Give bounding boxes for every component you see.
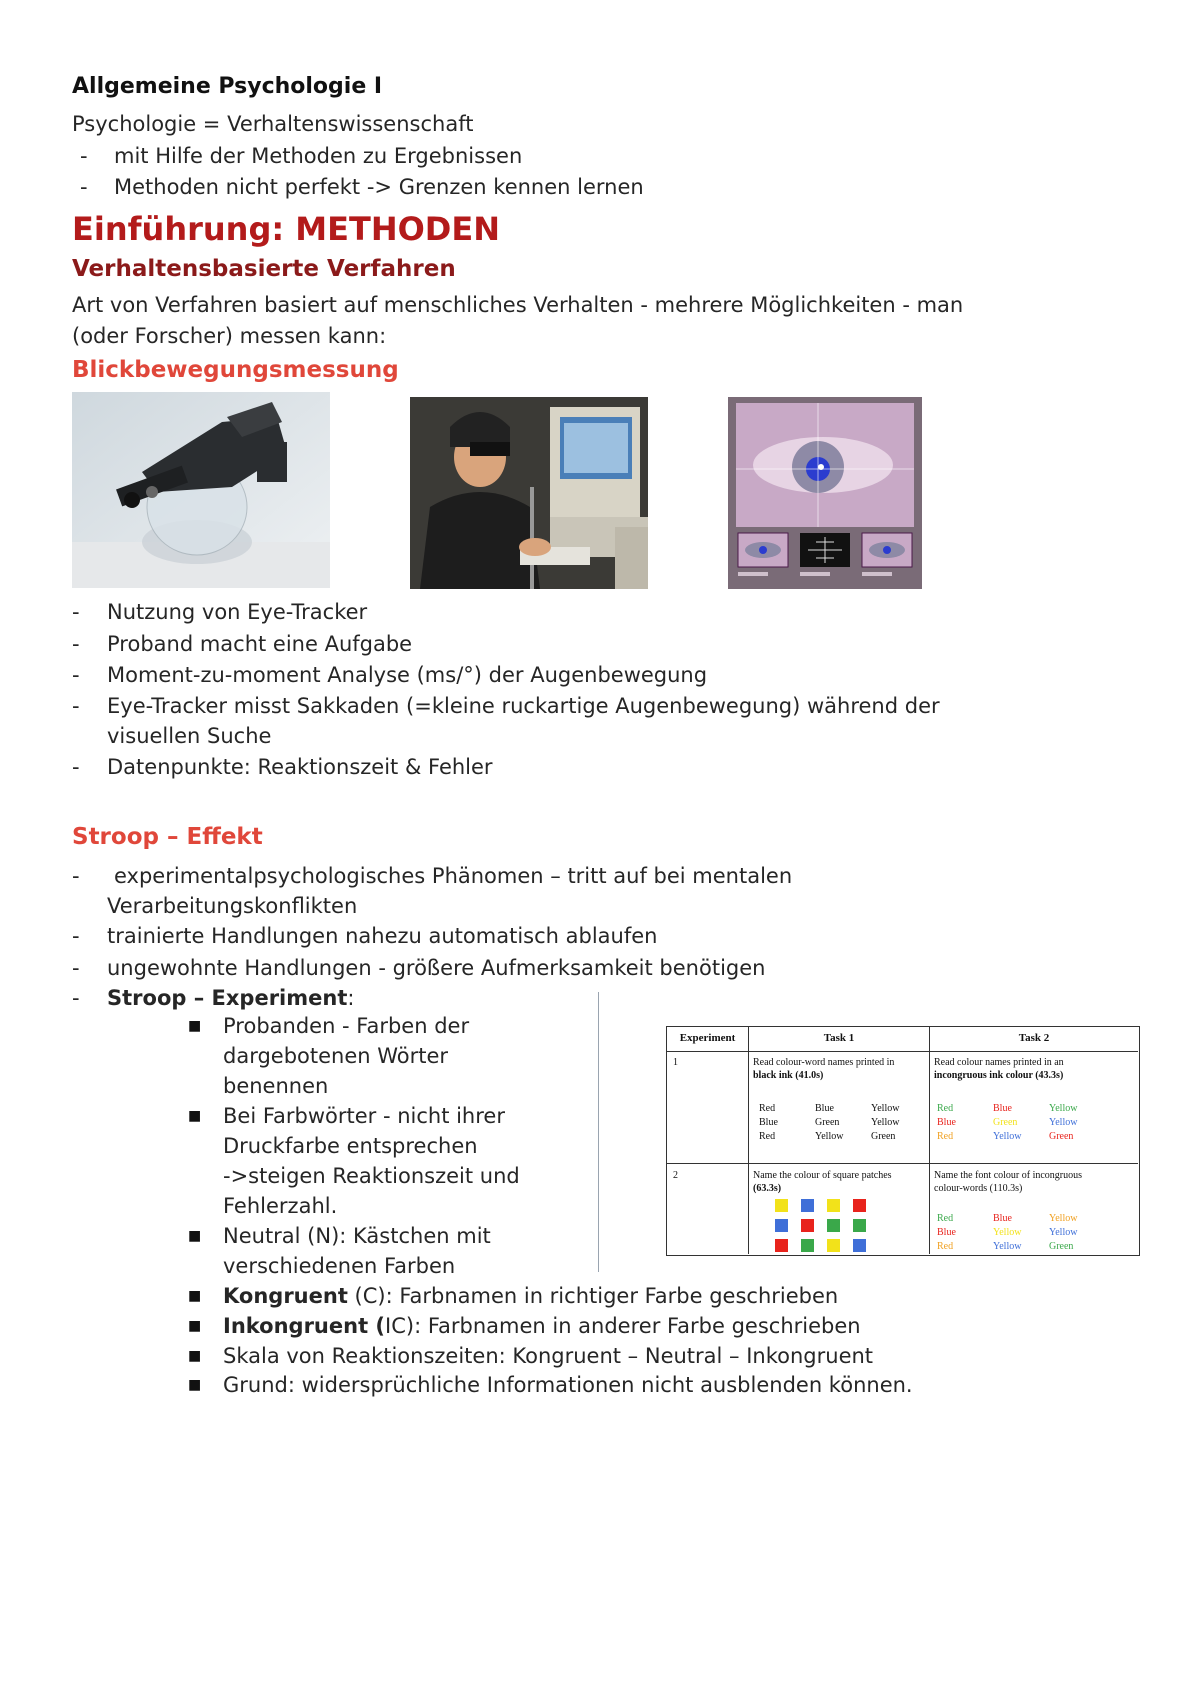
square-bullet: ■ — [188, 1348, 202, 1364]
table-header-experiment: Experiment — [679, 1032, 736, 1044]
stroop-sub-bullet: Fehlerzahl. — [223, 1194, 338, 1218]
table-cell-desc-line: colour-words (110.3s) — [934, 1183, 1023, 1194]
colour-patch — [827, 1219, 840, 1232]
colour-word: Yellow — [1049, 1213, 1078, 1224]
stroop-sub-bullet: verschiedenen Farben — [223, 1254, 456, 1278]
blick-bullet: Eye-Tracker misst Sakkaden (=kleine ruckartige Augenbewegung) während der — [107, 694, 940, 718]
square-bullet: ■ — [188, 1018, 202, 1034]
bullet-dash: - — [72, 864, 80, 888]
blick-bullet: Datenpunkte: Reaktionszeit & Fehler — [107, 755, 493, 779]
bullet-dash: - — [72, 600, 80, 624]
section-heading: Einführung: METHODEN — [72, 210, 500, 248]
colour-word: Green — [871, 1131, 896, 1142]
blick-bullet: Moment-zu-moment Analyse (ms/°) der Augenbewegung — [107, 663, 708, 687]
colour-patch — [827, 1199, 840, 1212]
table-cell-desc-line: Read colour names printed in an — [934, 1057, 1064, 1068]
table-cell-desc — [753, 1169, 892, 1195]
colour-patch — [775, 1199, 788, 1212]
stroop-sub-bullet: Neutral (N): Kästchen mit — [223, 1224, 491, 1248]
inkongruent-text: IC): Farbnamen in anderer Farbe geschrieben — [385, 1314, 861, 1338]
table-cell-desc-line: incongruous ink colour (43.3s) — [934, 1070, 1064, 1081]
intro-line: Psychologie = Verhaltenswissenschaft — [72, 112, 474, 136]
colour-word: Red — [937, 1131, 954, 1142]
table-header-task2: Task 2 — [1018, 1032, 1050, 1044]
colour-word: Yellow — [1049, 1117, 1078, 1128]
blick-heading: Blickbewegungsmessung — [72, 357, 399, 383]
table-cell-desc-line: Name the colour of square patches — [753, 1170, 892, 1181]
table-header-task1: Task 1 — [823, 1032, 855, 1044]
colour-word: Yellow — [871, 1103, 900, 1114]
intro-bullet: Methoden nicht perfekt -> Grenzen kennen lernen — [114, 175, 644, 199]
stroop-experiment-line — [107, 986, 354, 1010]
kongruent-line — [223, 1284, 838, 1308]
eye-camera-view-image — [728, 397, 922, 589]
square-bullet: ■ — [188, 1318, 202, 1334]
table-row-number: 2 — [673, 1170, 678, 1181]
bullet-dash: - — [80, 144, 88, 168]
colour-word: Red — [937, 1213, 954, 1224]
colour-patch — [853, 1219, 866, 1232]
stroop-heading: Stroop – Effekt — [72, 824, 263, 850]
subsection-text: (oder Forscher) messen kann: — [72, 324, 387, 348]
colour-word: Yellow — [993, 1131, 1022, 1142]
column-separator — [598, 992, 599, 1272]
inkongruent-line — [223, 1314, 861, 1338]
table-row-number: 1 — [673, 1057, 678, 1068]
bullet-dash: - — [72, 663, 80, 687]
stroop-bullet: ungewohnte Handlungen - größere Aufmerksamkeit benötigen — [107, 956, 766, 980]
bullet-dash: - — [72, 694, 80, 718]
colour-word: Red — [937, 1103, 954, 1114]
colour-patch — [775, 1239, 788, 1252]
stroop-bullet: trainierte Handlungen nahezu automatisch ablaufen — [107, 924, 658, 948]
stroop-sub-bullet: Druckfarbe entsprechen — [223, 1134, 478, 1158]
square-bullet: ■ — [188, 1377, 202, 1393]
colour-word: Blue — [815, 1103, 834, 1114]
colour-patch — [801, 1239, 814, 1252]
stroop-sub-bullet: dargebotenen Wörter — [223, 1044, 449, 1068]
document-title: Allgemeine Psychologie I — [72, 74, 383, 99]
colour-word: Green — [993, 1117, 1018, 1128]
intro-bullet: mit Hilfe der Methoden zu Ergebnissen — [114, 144, 523, 168]
stroop-experiment-colon: : — [347, 986, 355, 1010]
table-gridline — [667, 1051, 1138, 1052]
colour-word: Yellow — [1049, 1227, 1078, 1238]
stroop-sub-bullet: benennen — [223, 1074, 329, 1098]
colour-word: Yellow — [1049, 1103, 1078, 1114]
colour-word: Blue — [937, 1117, 956, 1128]
colour-word: Red — [937, 1241, 954, 1252]
table-cell-desc — [753, 1056, 894, 1082]
bullet-dash: - — [72, 986, 80, 1010]
colour-patch — [853, 1239, 866, 1252]
bullet-dash: - — [72, 924, 80, 948]
table-gridline — [929, 1027, 930, 1254]
colour-word: Green — [1049, 1241, 1074, 1252]
colour-word: Green — [1049, 1131, 1074, 1142]
blick-bullet: Proband macht eine Aufgabe — [107, 632, 413, 656]
table-gridline — [748, 1027, 749, 1254]
table-cell-desc-line: black ink (41.0s) — [753, 1070, 824, 1081]
colour-patch — [853, 1199, 866, 1212]
colour-word: Yellow — [815, 1131, 844, 1142]
table-cell-desc — [934, 1056, 1064, 1082]
stroop-sub-bullet: Bei Farbwörter - nicht ihrer — [223, 1104, 505, 1128]
kongruent-text: (C): Farbnamen in richtiger Farbe geschrieben — [347, 1284, 839, 1308]
skala-line: Skala von Reaktionszeiten: Kongruent – Neutral – Inkongruent — [223, 1344, 874, 1368]
grund-line: Grund: widersprüchliche Informationen nicht ausblenden können. — [223, 1373, 913, 1397]
inkongruent-label: Inkongruent ( — [223, 1314, 386, 1338]
stroop-sub-bullet: ->steigen Reaktionszeit und — [223, 1164, 520, 1188]
square-bullet: ■ — [188, 1108, 202, 1124]
stroop-bullet-continuation: Verarbeitungskonflikten — [107, 894, 358, 918]
colour-word: Yellow — [993, 1227, 1022, 1238]
colour-word: Red — [759, 1103, 776, 1114]
colour-word: Blue — [937, 1227, 956, 1238]
colour-word: Blue — [993, 1213, 1012, 1224]
person-with-eye-tracker-image — [410, 397, 648, 589]
subsection-heading: Verhaltensbasierte Verfahren — [72, 256, 456, 282]
stroop-experiment-label: Stroop – Experiment — [107, 986, 348, 1010]
stroop-sub-bullet: Probanden - Farben der — [223, 1014, 470, 1038]
bullet-dash: - — [72, 632, 80, 656]
subsection-text: Art von Verfahren basiert auf menschliches Verhalten - mehrere Möglichkeiten - man — [72, 293, 964, 317]
bullet-dash: - — [80, 175, 88, 199]
stroop-bullet: experimentalpsychologisches Phänomen – tritt auf bei mentalen — [114, 864, 793, 888]
square-bullet: ■ — [188, 1228, 202, 1244]
colour-word: Red — [759, 1131, 776, 1142]
table-cell-desc — [934, 1169, 1082, 1195]
blick-bullet: Nutzung von Eye-Tracker — [107, 600, 368, 624]
bullet-dash: - — [72, 755, 80, 779]
table-cell-desc-line: (63.3s) — [753, 1183, 782, 1194]
square-bullet: ■ — [188, 1288, 202, 1304]
kongruent-label: Kongruent — [223, 1284, 348, 1308]
colour-patch — [801, 1199, 814, 1212]
table-gridline — [667, 1163, 1138, 1164]
colour-word: Blue — [993, 1103, 1012, 1114]
blick-bullet-continuation: visuellen Suche — [107, 724, 272, 748]
colour-patch — [775, 1219, 788, 1232]
colour-word: Yellow — [993, 1241, 1022, 1252]
colour-word: Yellow — [871, 1117, 900, 1128]
eye-tracker-headset-image — [72, 392, 330, 588]
table-cell-desc-line: Read colour-word names printed in — [753, 1057, 895, 1068]
bullet-dash: - — [72, 956, 80, 980]
colour-word: Green — [815, 1117, 840, 1128]
stroop-table — [666, 1026, 1140, 1256]
colour-patch — [801, 1219, 814, 1232]
colour-patch — [827, 1239, 840, 1252]
colour-word: Blue — [759, 1117, 778, 1128]
table-cell-desc-line: Name the font colour of incongruous — [934, 1170, 1083, 1181]
